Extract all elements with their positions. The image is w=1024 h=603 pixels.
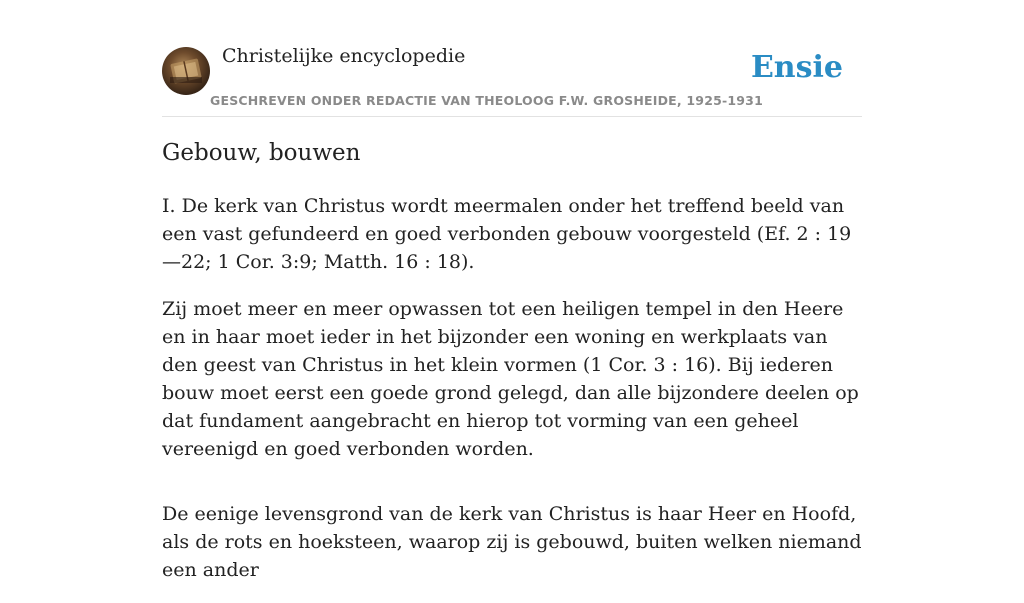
article-body <box>162 192 862 603</box>
book-photo-icon <box>162 47 210 95</box>
site-header <box>162 0 862 117</box>
encyclopedia-avatar[interactable] <box>162 47 210 95</box>
site-title[interactable]: Christelijke encyclopedie <box>222 45 466 67</box>
ensie-logo-link[interactable]: Ensie <box>750 50 843 85</box>
page <box>162 0 862 581</box>
article-paragraph: Zij moet meer en meer opwassen tot een heiligen tempel in den Heere en in haar moet ieder in het bijzonder een woning en werkplaats van den geest van Christus in het klein vormen (1 Cor. 3 : 16). Bij iederen bouw moet eerst een goede grond gelegd, dan alle bijzondere deelen op dat fundament aangebracht en hierop tot vorming van een geheel vereenigd en goed verbonden worden. <box>162 298 859 460</box>
site-subtitle: GESCHREVEN ONDER REDACTIE VAN THEOLOOG F.W. GROSHEIDE, 1925-1931 <box>210 93 763 108</box>
article-paragraph: De eenige levensgrond van de kerk van Christus is haar Heer en Hoofd, als de rots en hoeksteen, waarop zij is gebouwd, buiten welken niemand een ander <box>162 503 862 581</box>
article-paragraph: I. De kerk van Christus wordt meermalen onder het treffend beeld van een vast gefundeerd en goed verbonden gebouw voorgesteld (Ef. 2 : 19—22; 1 Cor. 3:9; Matth. 16 : 18). <box>162 195 852 273</box>
article-title: Gebouw, bouwen <box>162 140 361 166</box>
